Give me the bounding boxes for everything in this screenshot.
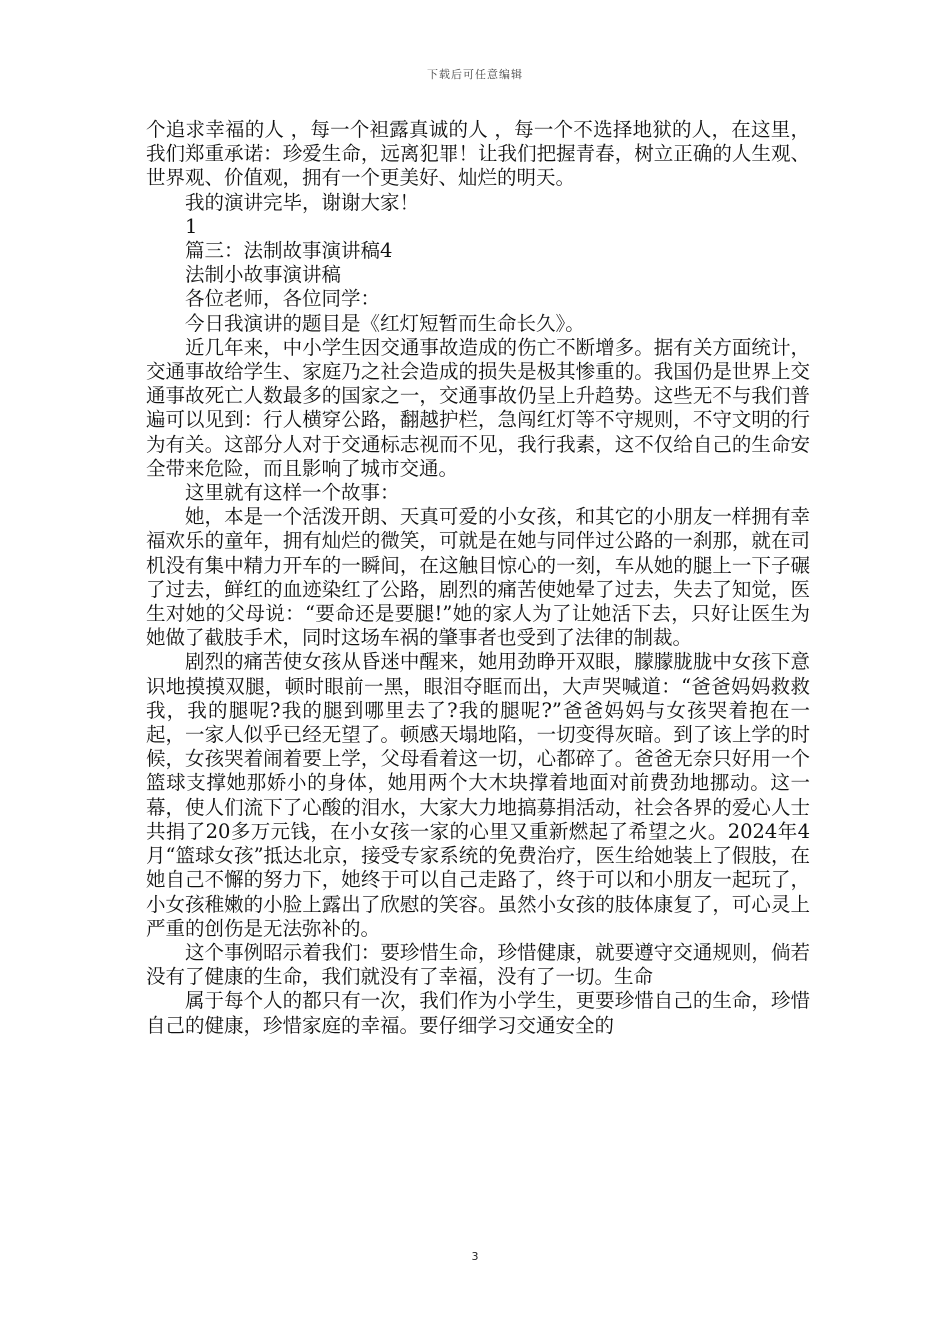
paragraph: 她，本是一个活泼开朗、天真可爱的小女孩，和其它的小朋友一样拥有幸福欢乐的童年，拥有灿烂的微笑，可就是在她与同伴过公路的一刹那，就在司机没有集中精力开车的一瞬间，在这触目惊心的一刻，车从她的腿上一下子碾了过去，鲜红的血迹染红了公路，剧烈的痛苦使她晕了过去，失去了知觉，医生对她的父母说：“要命还是要腿!”她的家人为了让她活下去，只好让医生为她做了截肢手术，同时这场车祸的肇事者也受到了法律的制裁。 [146, 505, 810, 650]
paragraph: 1 [185, 214, 198, 238]
paragraph: 这个事例昭示着我们：要珍惜生命，珍惜健康，就要遵守交通规则，倘若没有了健康的生命，我们就没有了幸福，没有了一切。生命 [146, 940, 810, 989]
page-number: 3 [471, 1250, 479, 1263]
header-note: 下载后可任意编辑 [427, 68, 523, 81]
speech-title: 法制小故事演讲稿 [185, 263, 342, 287]
paragraph: 这里就有这样一个故事： [185, 481, 400, 505]
body-text [146, 118, 810, 1038]
paragraph: 属于每个人的都只有一次，我们作为小学生，更要珍惜自己的生命，珍惜自己的健康，珍惜家庭的幸福。要仔细学习交通安全的 [146, 989, 810, 1037]
paragraph: 个追求幸福的人 ，每一个袒露真诚的人 ，每一个不选择地狱的人，在这里，我们郑重承诺：珍爱生命，远离犯罪！让我们把握青春，树立正确的人生观、世界观、价值观，拥有一个更美好、灿烂的明天。 [146, 118, 810, 190]
paragraph: 今日我演讲的题目是《红灯短暂而生命长久》。 [185, 311, 585, 335]
paragraph: 近几年来，中小学生因交通事故造成的伤亡不断增多。据有关方面统计，交通事故给学生、家庭乃之社会造成的损失是极其惨重的。我国仍是世界上交通事故死亡人数最多的国家之一，交通事故仍呈上升趋势。这些无不与我们普遍可以见到：行人横穿公路，翻越护栏，急闯红灯等不守规则，不守文明的行为有关。这部分人对于交通标志视而不见，我行我素，这不仅给自己的生命安全带来危险，而且影响了城市交通。 [146, 335, 810, 480]
paragraph: 我的演讲完毕，谢谢大家！ [185, 190, 420, 214]
section-title: 篇三：法制故事演讲稿4 [185, 239, 393, 263]
paragraph: 剧烈的痛苦使女孩从昏迷中醒来，她用劲睁开双眼，朦朦胧胧中女孩下意识地摸摸双腿，顿时眼前一黑，眼泪夺眶而出，大声哭喊道：“爸爸妈妈救救我，我的腿呢?我的腿到哪里去了?我的腿呢?”爸爸妈妈与女孩哭着抱在一起，一家人似乎已经无望了。顿感天塌地陷，一切变得灰暗。到了该上学的时候，女孩哭着闹着要上学，父母看着这一切，心都碎了。爸爸无奈只好用一个篮球支撑她那娇小的身体，她用两个大木块撑着地面对前费劲地挪动。这一幕，使人们流下了心酸的泪水，大家大力地搞募捐活动，社会各界的爱心人士共捐了20多万元钱，在小女孩一家的心里又重新燃起了希望之火。2024年4月“篮球女孩”抵达北京，接受专家系统的免费治疗，医生给她装上了假肢，在她自己不懈的努力下，她终于可以自己走路了，终于可以和小朋友一起玩了，小女孩稚嫩的小脸上露出了欣慰的笑容。虽然小女孩的肢体康复了，可心灵上严重的创伤是无法弥补的。 [146, 650, 810, 940]
greeting: 各位老师，各位同学： [185, 287, 381, 311]
